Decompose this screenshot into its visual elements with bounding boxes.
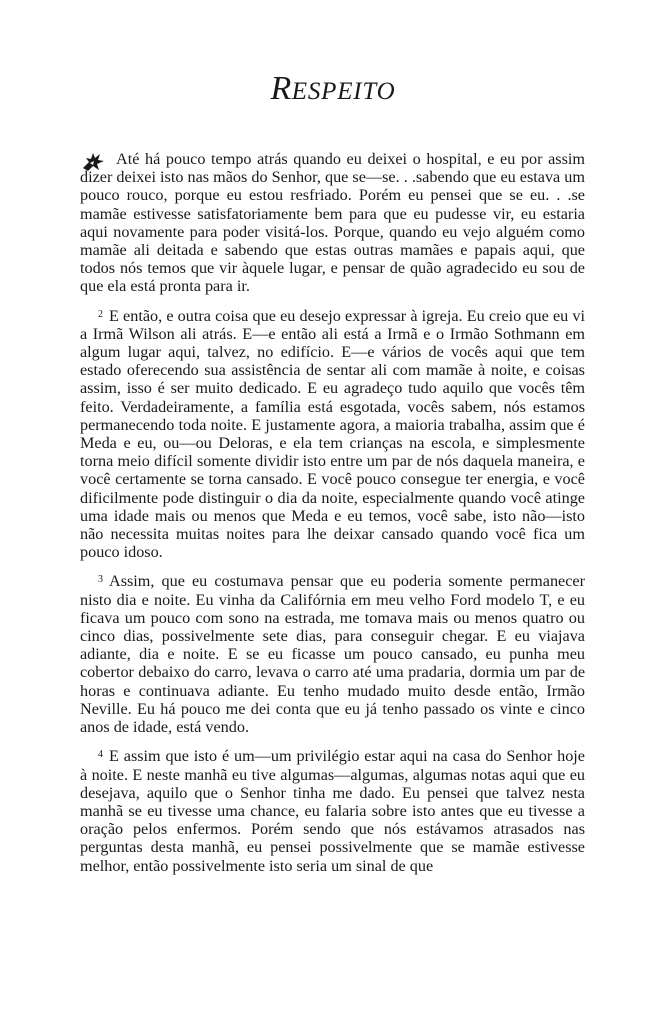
title-initial: R [270,70,292,107]
paragraph-4-text: E assim que isto é um—um privilégio estar aqui na casa do Senhor hoje à noite. E neste manhã eu tive algumas—algumas, algumas notas aqui que eu desejava, aquilo que o Senhor tinha me dado. Eu pensei que talvez nesta manhã se eu tivesse uma chance, eu falaria sobre isto antes que eu tivesse a oração pelos enfermos. Porém sendo que nós estávamos atrasados nas perguntas desta manhã, eu pensei possivelmente que se mamãe estivesse melhor, então possivelmente isto seria um sinal de que [80,747,585,875]
paragraph-number: 4 [98,749,103,761]
paragraph-4 [80,746,585,874]
title-rest: ESPEITO [291,78,396,105]
paragraph-2 [80,306,585,562]
paragraph-3-text: Assim, que eu costumava pensar que eu poderia somente permanecer nisto dia e noite. Eu vinha da Califórnia em meu velho Ford modelo T, e eu ficava um pouco com sono na estrada, me tomava mais ou menos quatro ou cinco dias, possivelmente sete dias, para conseguir chegar. E eu viajava adiante, dia e noite. E se eu ficasse um pouco cansado, eu punha meu cobertor debaixo do carro, levava o carro até uma pradaria, dormia um par de horas e continuava adiante. Eu tenho mudado muito desde então, Irmão Neville. Eu há pouco me dei conta que eu já tenho passado os vinte e cinco anos de idade, está vendo. [80,572,585,737]
eagle-ornament-icon [80,150,106,172]
paragraph-2-text: E então, e outra coisa que eu desejo expressar à igreja. Eu creio que eu vi a Irmã Wilson ali atrás. E—e então ali está a Irmã e o Irmão Sothmann em algum lugar aqui, talvez, no edifício. E—e vários de vocês aqui que tem estado oferecendo sua assistência de sentar ali com mamãe à noite, e coisas assim, isso é ser muito dedicado. E eu agradeço tudo aquilo que vocês têm feito. Verdadeiramente, a família está esgotada, vocês sabem, nós estamos permanecendo toda noite. E justamente agora, a maioria trabalha, assim que é Meda e eu, ou—ou Deloras, e ela tem crianças na escola, e simplesmente torna meio difícil somente dividir isto entre um par de nós daquela maneira, e você certamente se torna cansado. E você pouco consegue ter energia, e você dificilmente pode distinguir o dia da noite, especialmente quando você atinge uma idade mais ou menos que Meda e eu temos, você sabe, isto não—isto não necessita muitas noites para lhe deixar cansado quando você fica um pouco idoso. [80,306,585,562]
document-body [80,150,585,885]
paragraph-1 [80,150,585,296]
paragraph-3 [80,571,585,736]
page-title [0,72,666,106]
paragraph-number: 3 [98,574,103,586]
paragraph-number: 2 [98,308,103,320]
paragraph-1-text: Até há pouco tempo atrás quando eu deixei o hospital, e eu por assim dizer deixei isto nas mãos do Senhor, que se—se. . .sabendo que eu estava um pouco rouco, porque eu estou resfriado. Porém eu pensei que se eu. . .se mamãe estivesse satisfatoriamente bem para que eu pudesse vir, eu estaria aqui novamente para poder visitá-los. Porque, quando eu vejo alguém como mamãe ali deitada e sabendo que estas outras mamães e papais aqui, que todos nós temos que vir àquele lugar, e pensar de quão agradecido eu sou de que ela está pronta para ir. [80,150,585,296]
